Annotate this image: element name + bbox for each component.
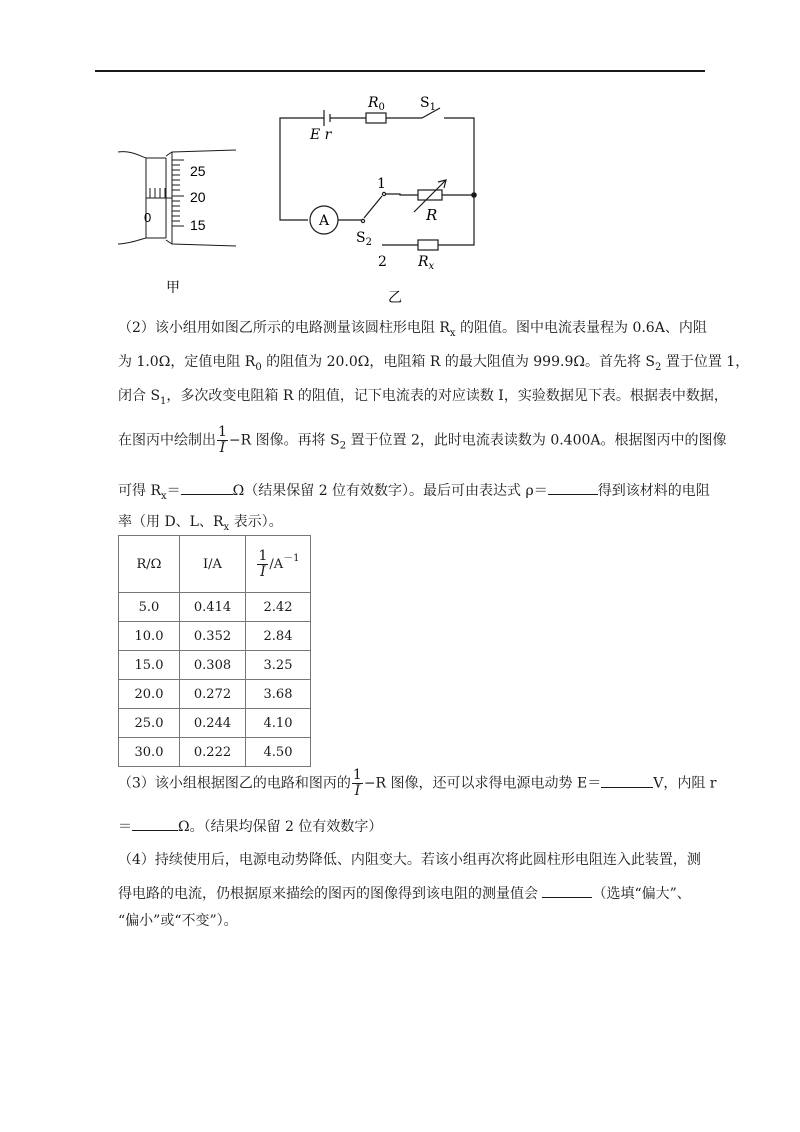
table-cell: 4.50 [246,738,311,767]
q4-line-3: “偏小”或“不变”）。 [118,913,238,929]
thimble-label-20: 20 [190,189,206,205]
q2-line-6: 率（用 D、L、$R_x$ 表示）。 [118,514,283,533]
q4-line-2: 得电路的电流，仍根据原来描绘的图丙的图像得到该电阻的测量值会 （选填“偏大”、 [118,883,691,904]
figure-yi-label: 乙 [388,290,402,306]
fraction-1-over-I: $\frac{1}{I}$ [352,767,362,799]
table-cell: 30.0 [119,738,180,767]
internal-resistance-blank[interactable] [132,816,178,831]
table-row [119,738,311,767]
table-cell: 20.0 [119,680,180,709]
data-table [118,535,311,767]
table-cell: 0.222 [180,738,246,767]
table-cell: 0.352 [180,622,246,651]
table-header-inv-i: $\frac{1}{I}$ /A－1 [246,536,311,593]
table-cell: 10.0 [119,622,180,651]
q2-line-2: 为 1.0Ω，定值电阻 $R_0$ 的阻值为 20.0Ω，电阻箱 R 的最大阻值为 999.9Ω。首先将 $S_2$ 置于位置 1， [118,354,750,373]
q2-line-1: （2）该小组用如图乙所示的电路测量该圆柱形电阻 $R_x$ 的阻值。图中电流表量程为 0.6A、内阻 [118,320,707,339]
q3-line-1: （3）该小组根据图乙的电路和图丙的 $\frac{1}{I}$ −R 图像，还可以求得电源电动势 E＝ V，内阻 r [118,767,717,799]
table-cell: 2.84 [246,622,311,651]
circuit-figure [270,90,500,310]
measurement-answer-blank[interactable] [542,883,592,898]
rx-answer-blank[interactable] [181,480,233,495]
fraction-1-over-I: $\frac{1}{I}$ [218,424,227,456]
table-cell: 3.68 [246,680,311,709]
table-cell: 0.308 [180,651,246,680]
battery-label: E r [310,127,332,143]
table-header-row [119,536,311,593]
figure-jia-label: 甲 [166,280,180,296]
thimble-label-15: 15 [190,217,206,233]
table-row [119,651,311,680]
rho-answer-blank[interactable] [548,480,598,495]
table-cell: 15.0 [119,651,180,680]
thimble-label-25: 25 [190,163,206,179]
switch-position-1: 1 [377,176,386,192]
table-cell: 2.42 [246,593,311,622]
micrometer-figure [110,140,250,300]
header-rule [95,70,705,72]
q3-line-2: ＝ Ω。（结果均保留 2 位有效数字） [118,816,382,837]
table-cell: 4.10 [246,709,311,738]
q2-line-5: 可得 $R_x= \Omega$（结果保留 2 位有效数字）。最后可由表达式 ρ＝ 得到该材料的电阻 [118,480,710,507]
table-row [119,680,311,709]
emf-answer-blank[interactable] [601,773,653,788]
table-cell: 5.0 [119,593,180,622]
rheostat-label: R [426,206,438,224]
table-row [119,709,311,738]
s1-label: $S_1$ [420,95,436,113]
s2-label: $S_2$ [356,230,372,248]
switch-position-2: 2 [378,254,387,270]
table-row [119,622,311,651]
table-header-i: I/A [180,536,246,593]
table-row [119,593,311,622]
junction-dot [471,192,477,198]
ammeter-icon: A [319,213,330,229]
q4-line-1: （4）持续使用后，电源电动势降低、内阻变大。若该小组再次将此圆柱形电阻连入此装置，测 [118,852,701,868]
q2-line-4: 在图丙中绘制出 $\frac{1}{I}$ −R 图像。再将 $S_2$ 置于位置 2，此时电流表读数为 0.400A。根据图丙中的图像 [118,424,727,456]
sleeve-label-0: 0 [144,210,152,225]
r0-label: $R_0$ [368,95,385,113]
table-header-r: R/Ω [119,536,180,593]
table-cell: 3.25 [246,651,311,680]
rx-label: $R_x$ [418,254,435,272]
table-cell: 0.272 [180,680,246,709]
table-cell: 25.0 [119,709,180,738]
table-cell: 0.414 [180,593,246,622]
table-cell: 0.244 [180,709,246,738]
q2-line-3: 闭合 $S_1$，多次改变电阻箱 R 的阻值，记下电流表的对应读数 I，实验数据见下表。根据表中数据， [118,388,728,407]
